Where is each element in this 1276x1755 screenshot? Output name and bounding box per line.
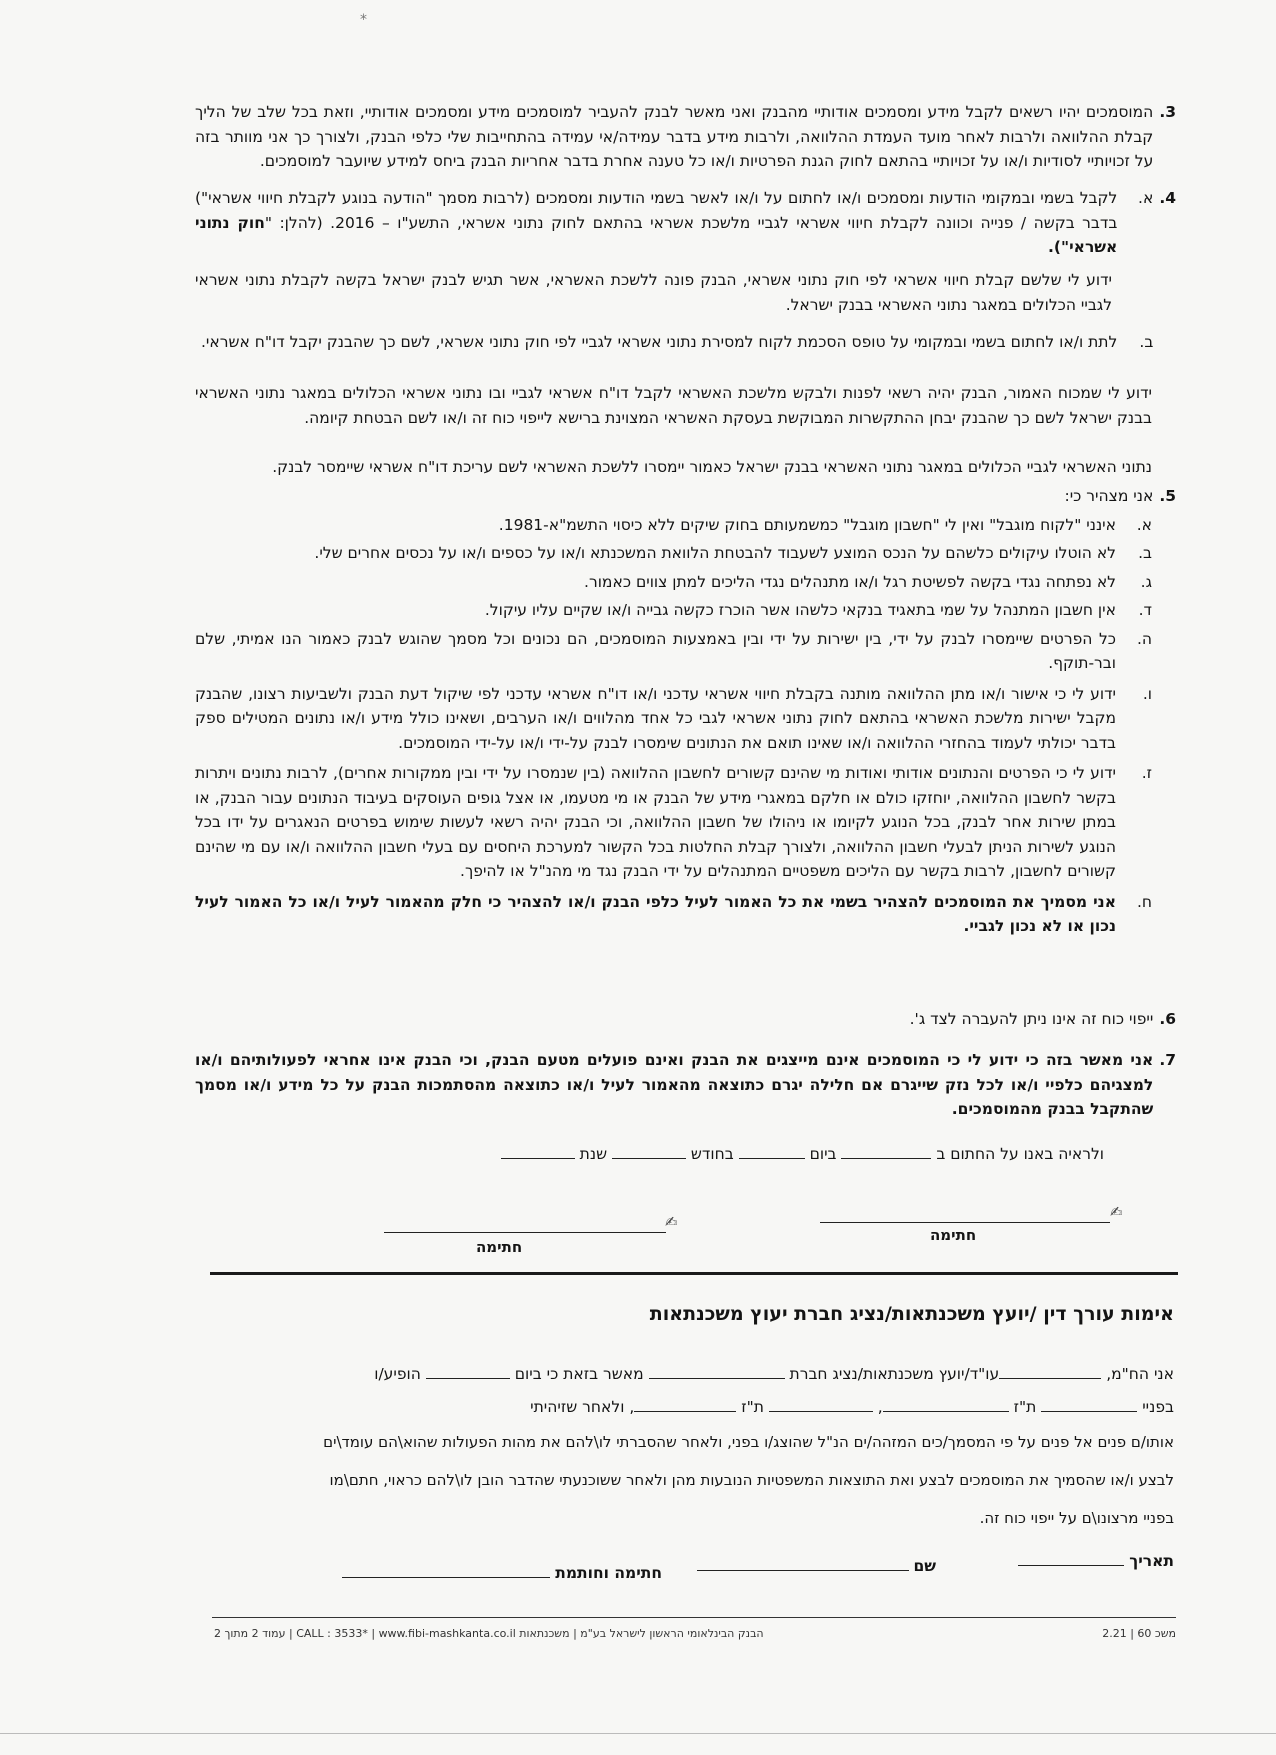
section-5-item: ד. אין חשבון המתנהל על שמי בתאגיד בנקאי כלשהו אשר הוכרז כקשה גבייה ו/או שקיים עליו עיקול. xyxy=(484,601,1152,619)
person-2-id-blank[interactable] xyxy=(634,1395,736,1412)
section-4a-label: א. xyxy=(1138,189,1154,207)
section-5-intro: אני מצהיר כי: xyxy=(1064,487,1154,505)
witness-year-blank[interactable] xyxy=(501,1142,575,1159)
scan-edge-line xyxy=(0,1733,1276,1734)
page-number: עמוד 2 מתוך 2 xyxy=(214,1627,286,1640)
section-5 xyxy=(195,484,1176,939)
date-field: תאריך xyxy=(1018,1549,1174,1570)
section-4a-text: לקבל בשמי ובמקומי הודעות ומסמכים ו/או לחתום על ו/או לאשר בשמי הודעות ומסמכים (לרבות מסמך "הודעה בנוגע לקבלת חיווי אשראי") בדבר בקשה / פנייה וכוונה לקבלת חיווי אשראי לגביי מלשכת אשראי בהתאם לחוק נתוני אשראי, התשע"ו – 2016. (להלן: "חוק נתוני אשראי"). xyxy=(195,189,1118,256)
signature-line-left[interactable] xyxy=(384,1222,666,1233)
witness-month-blank[interactable] xyxy=(612,1142,686,1159)
section-5-item: ב. לא הוטלו עיקולים כלשהם על הנכס המוצע לשעבוד להבטחת הלוואת המשכנתא ו/או על כספים ו/או על נכסים אחרים שלי. xyxy=(314,544,1152,562)
attestation-line-1: אני הח"מ, עו"ד/יועץ משכנתאות/נציג חברת מאשר בזאת כי ביום הופיע/ו xyxy=(374,1362,1174,1383)
section-5-number: 5. xyxy=(1159,487,1176,505)
section-5-item: ו. ידוע לי כי אישור ו/או מתן ההלוואה מותנה בקבלת חיווי אשראי עדכני ו/או דו"ח אשראי עדכני לפי שיקול דעת הבנק ולשביעות רצונו, שהבנק מקבל ישירות מלשכת האשראי בהתאם לחוק נתוני אשראי לגבי כל אחד מהלווים ו/או הערבים, ושאינו כולל מידע ו/או נתונים המטילים ספק בדבר יכולתי לעמוד בהחזרי ההלוואה ו/או שאינו תואם את הנתונים שימסרו לבנק על-ידי ו/או על-ידי המוסמכים. xyxy=(195,684,1152,752)
person-1-id-blank[interactable] xyxy=(883,1395,1009,1412)
section-5-item: ג. לא נפתחה נגדי בקשה לפשיטת רגל ו/או מתנהלים נגדי הליכים למתן צווים כאמור. xyxy=(584,572,1152,591)
footer-website-link[interactable]: www.fibi-mashkanta.co.il xyxy=(378,1627,516,1640)
section-4a-paragraph-2: ידוע לי שלשם קבלת חיווי אשראי לפי חוק נתוני אשראי, הבנק פונה ללשכת האשראי, אשר תגיש לבנק ישראל בקשה לקבלת נתוני אשראי לגביי הכלולים במאגר נתוני האשראי בבנק ישראל. xyxy=(195,271,1112,314)
attestation-date-blank[interactable] xyxy=(1018,1549,1124,1566)
name-field: שם xyxy=(697,1554,936,1575)
section-divider xyxy=(210,1272,1178,1275)
section-4-paragraph-3: ידוע לי שמכוח האמור, הבנק יהיה רשאי לפנות ולבקש מלשכת האשראי לקבל דו"ח אשראי לגביי ובו נתוני אשראי הכלולים במאגר נתוני האשראי בבנק ישראל לשם כך שהבנק יבחן ההתקשרות המבוקשת בעסקת האשראי המצוינת ברישא לייפוי כוח זה ו/או לשם הבטחת קיומה. xyxy=(195,384,1152,427)
pen-icon: ✍ xyxy=(665,1213,678,1231)
section-4b-text: לתת ו/או לחתום בשמי ובמקומי על טופס הסכמת לקוח למסירת נתוני אשראי לגביי לפי חוק נתוני אשראי, לשם כך שהבנק יקבל דו"ח אשראי. xyxy=(201,333,1118,351)
section-4 xyxy=(195,186,1176,260)
attestation-title: אימות עורך דין /יועץ משכנתאות/נציג חברת יעוץ משכנתאות xyxy=(649,1303,1174,1325)
section-6 xyxy=(195,1007,1176,1032)
section-5-item: א. אינני "לקוח מוגבל" ואין לי "חשבון מוגבל" כמשמעותם בחוק שיקים ללא כיסוי התשמ"א-1981. xyxy=(498,515,1152,534)
signature-stamp-field: חתימה וחותמת xyxy=(342,1561,662,1582)
attorney-name-blank[interactable] xyxy=(999,1362,1101,1379)
section-7 xyxy=(195,1048,1176,1122)
company-name-blank[interactable] xyxy=(649,1362,785,1379)
person-2-name-blank[interactable] xyxy=(769,1395,873,1412)
form-code: משכ 60 | 2.21 xyxy=(1102,1627,1176,1640)
pen-icon: ✍ xyxy=(1110,1203,1123,1221)
section-3 xyxy=(195,100,1176,174)
person-1-name-blank[interactable] xyxy=(1041,1395,1137,1412)
section-5-item: ז. ידוע לי כי הפרטים והנתונים אודותי ואודות מי שהינם קשורים לחשבון ההלוואה (בין שנמסרו על ידי ובין ממקורות אחרים), לרבות נתונים ויתרות בקשר לחשבון ההלוואה, יוחזקו כולם או חלקם במאגרי מידע של הבנק או מי מטעמו, או אצל גופים העוסקים בעיבוד הנתונים עבור הבנק, או במתן שירות אחר לבנק, בכל הנוגע לקיומו או ניהולו של חשבון ההלוואה, וכי הבנק יהיה רשאי לעשות שימוש בפרטים הנאגרים על ידו בכל הנוגע לשירות הניתן לבעלי חשבון ההלוואה, ולצורך קבלת החלטות בכל הקשור למערכת היחסים עם בעלי חשבון ההלוואה ו/או עם מי שהינם קשורים לחשבון, לרבות בקשר עם הליכים משפטיים המתנהלים על ידי הבנק נגד מי מהנ"ל או להיפך. xyxy=(195,764,1152,880)
attestation-line-4: לבצע ו/או שהסמיך את המוסמכים לבצע ואת התוצאות המשפטיות הנובעות מהן ולאחר ששוכנעתי שהדבר הובן לו\להם כראוי, חתם\מו xyxy=(329,1471,1174,1489)
section-7-text: אני מאשר בזה כי ידוע לי כי המוסמכים אינם מייצגים את הבנק ואינם פועלים מטעם הבנק, וכי הבנק אינו אחראי לפעולותיהם ו/או למצגיהם כלפיי ו/או לכל נזק שייגרם אם חלילה יגרם כתוצאה מהאמור לעיל ו/או כתוצאה מהסתמכות הבנק על כל מידע ו/או מסמך שהתקבל בבנק מהמוסמכים. xyxy=(195,1051,1154,1118)
section-5-item: ח. אני מסמיך את המוסמכים להצהיר בשמי את כל האמור לעיל כלפי הבנק ו/או להצהיר כי חלק מהאמור לעיל ו/או כל האמור לעיל נכון או לא נכון לגביי. xyxy=(195,892,1152,935)
footer-info: הבנק הבינלאומי הראשון לישראל בע"מ | משכנתאות CALL : 3533* | www.fibi-mashkanta.co.il | עמוד 2 מתוך 2 xyxy=(214,1627,764,1640)
section-3-text: המוסמכים יהיו רשאים לקבל מידע ומסמכים אודותיי מהבנק ואני מאשר לבנק להעביר למוסמכים מידע ומסמכים אודותיי, וזאת בכל שלב של הליך קבלת ההלוואה ולרבות לאחר מועד העמדת ההלוואה, ולרבות מידע בדבר עמידה/אי עמידה בהתחייבות שלי כלפי הבנק, ולצורך כך אני מוותר בזה על זכויותיי לסודיות ו/או על זכויותיי בהתאם לחוק הגנת הפרטיות ו/או כל טענה אחרת בדבר אחריות הבנק ביחס למידע שיועבר למוסמכים. xyxy=(195,103,1154,170)
attestation-name-blank[interactable] xyxy=(697,1554,909,1571)
section-4-paragraph-4: נתוני האשראי לגביי הכלולים במאגר נתוני האשראי בבנק ישראל כאמור יימסרו ללשכת האשראי לשם עריכת דו"ח אשראי שיימסר לבנק. xyxy=(272,458,1152,476)
section-4b-label: ב. xyxy=(1139,333,1154,351)
witness-line: ולראיה באנו על החתום ב ביום בחודש שנת xyxy=(501,1142,1104,1163)
appearance-date-blank[interactable] xyxy=(426,1362,510,1379)
attestation-signature-blank[interactable] xyxy=(342,1561,550,1578)
attestation-line-5: בפניי מרצונו\ם על ייפוי כוח זה. xyxy=(979,1509,1174,1527)
section-4-number: 4. xyxy=(1159,189,1176,207)
signature-line-right[interactable] xyxy=(820,1212,1110,1223)
section-4b xyxy=(195,330,1176,355)
section-6-number: 6. xyxy=(1159,1010,1176,1028)
corner-mark: * xyxy=(360,12,367,28)
section-6-text: ייפוי כוח זה אינו ניתן להעברה לצד ג'. xyxy=(909,1010,1154,1028)
footer-rule xyxy=(212,1617,1176,1618)
signature-label-left: חתימה xyxy=(476,1238,523,1256)
section-5-item: ה. כל הפרטים שיימסרו לבנק על ידי, בין ישירות על ידי ובין באמצעות המוסמכים, הם נכונים וכל מסמך שהוגש לבנק כאמור הנו אמיתי, שלם ובר-תוקף. xyxy=(195,629,1152,672)
attestation-line-2: בפניי ת"ז , ת"ז , ולאחר שזיהיתי xyxy=(530,1395,1174,1416)
attestation-line-3: אותו/ם פנים אל פנים על פי המסמך/כים המזהה/ים הנ"ל שהוצג/ו בפני, ולאחר שהסברתי לו\להם את מהות הפעולות שהוא\הם עומד\ים xyxy=(323,1433,1174,1451)
signature-label-right: חתימה xyxy=(930,1226,977,1244)
witness-day-blank[interactable] xyxy=(739,1142,805,1159)
witness-place-blank[interactable] xyxy=(841,1142,931,1159)
section-7-number: 7. xyxy=(1159,1051,1176,1069)
section-3-number: 3. xyxy=(1159,103,1176,121)
